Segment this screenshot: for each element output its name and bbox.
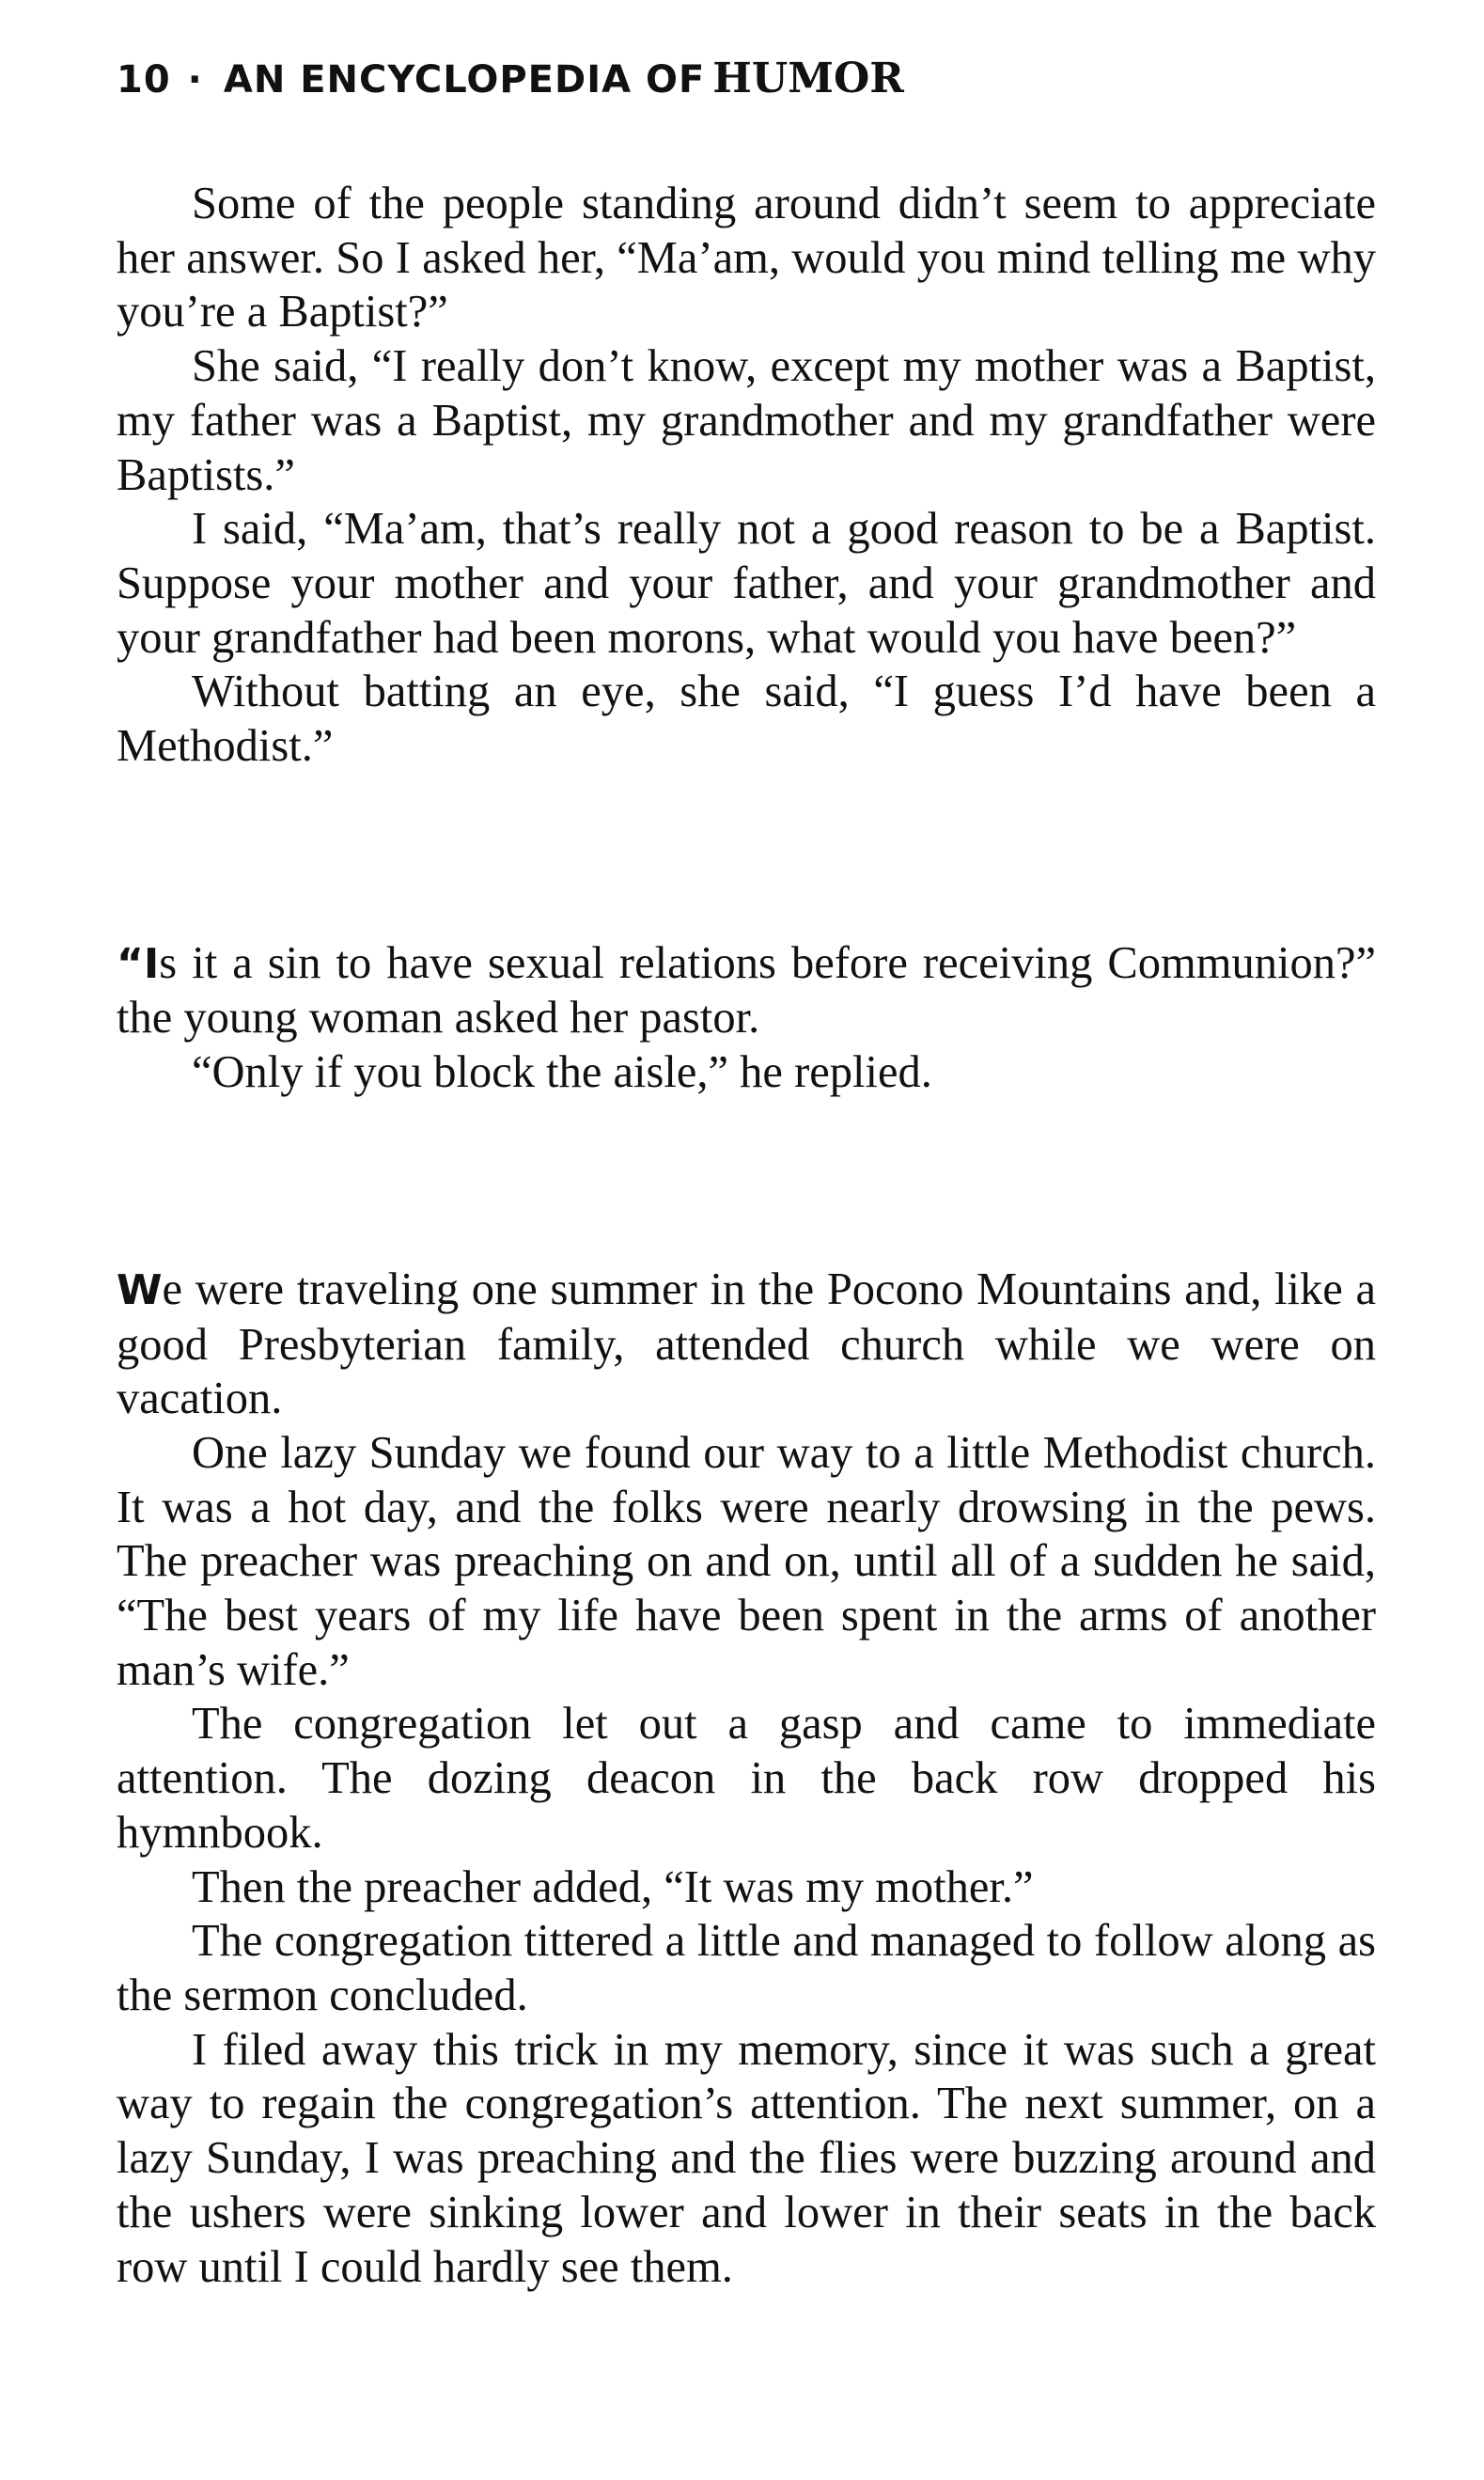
story3-paragraph-4: Then the preacher added, “It was my mother.” — [192, 1861, 1034, 1912]
header-separator: · — [187, 58, 203, 102]
book-title: AN ENCYCLOPEDIA OF — [223, 58, 706, 102]
story1-paragraph-4: Without batting an eye, she said, “I guess I’d have been a Methodist.” — [117, 667, 1376, 772]
humor-logo — [712, 55, 904, 102]
humor-logo-o: O — [833, 55, 870, 102]
story3-paragraph-1 — [117, 1263, 1376, 1426]
story3-paragraph-3: The congregation let out a gasp and came to immediate attention. The dozing deacon in the back row dropped his hymnbook. — [117, 1699, 1376, 1858]
story1-paragraph-1: Some of the people standing around didn’t seem to appreciate her answer. So I asked her, “Ma’am, would you mind telling me why you’re a Baptist?” — [117, 179, 1376, 337]
story3-paragraph-2: One lazy Sunday we found our way to a little Methodist church. It was a hot day, and the folks were nearly drowsing in the pews. The preacher was preaching on and on, until all of a sudden he said, “The best years of my life have been spent in the arms of another man’s wife.” — [117, 1427, 1376, 1695]
story3-paragraph-5: The congregation tittered a little and managed to follow along as the sermon concluded. — [117, 1916, 1376, 2020]
running-header — [117, 55, 904, 102]
story3-paragraph-6: I filed away this trick in my memory, since it was such a great way to regain the congregation’s attention. The next summer, on a lazy Sunday, I was preaching and the flies were buzzing around and the ushers were sinking lower and lower in their seats in the back row until I could hardly see them. — [117, 2024, 1376, 2292]
story1-paragraph-2: She said, “I really don’t know, except my mother was a Baptist, my father was a Baptist, my grandmother and my grandfather were Baptists.” — [117, 341, 1376, 500]
section-break — [117, 1100, 1376, 1263]
page-body — [117, 177, 1376, 2294]
story3-lead-letter: W — [117, 1265, 163, 1314]
story2-paragraph-2: “Only if you block the aisle,” he replied. — [192, 1047, 932, 1098]
humor-logo-r: R — [869, 55, 904, 102]
story1-paragraph-3: I said, “Ma’am, that’s really not a good reason to be a Baptist. Suppose your mother and your father, and your grandmother and your grandfather had been morons, what would you have been?” — [117, 504, 1376, 663]
story3-first-text: e were traveling one summer in the Pocono Mountains and, like a good Presbyterian family, attended church while we were on vacation. — [117, 1264, 1376, 1424]
story2-first-text: s it a sin to have sexual relations before receiving Communion?” the young woman asked her pastor. — [117, 937, 1376, 1044]
section-break — [117, 774, 1376, 936]
story2-paragraph-1 — [117, 936, 1376, 1045]
page-number: 10 — [117, 58, 171, 102]
humor-logo-text: HUM — [712, 55, 834, 102]
story2-lead-letter: “I — [117, 939, 160, 988]
